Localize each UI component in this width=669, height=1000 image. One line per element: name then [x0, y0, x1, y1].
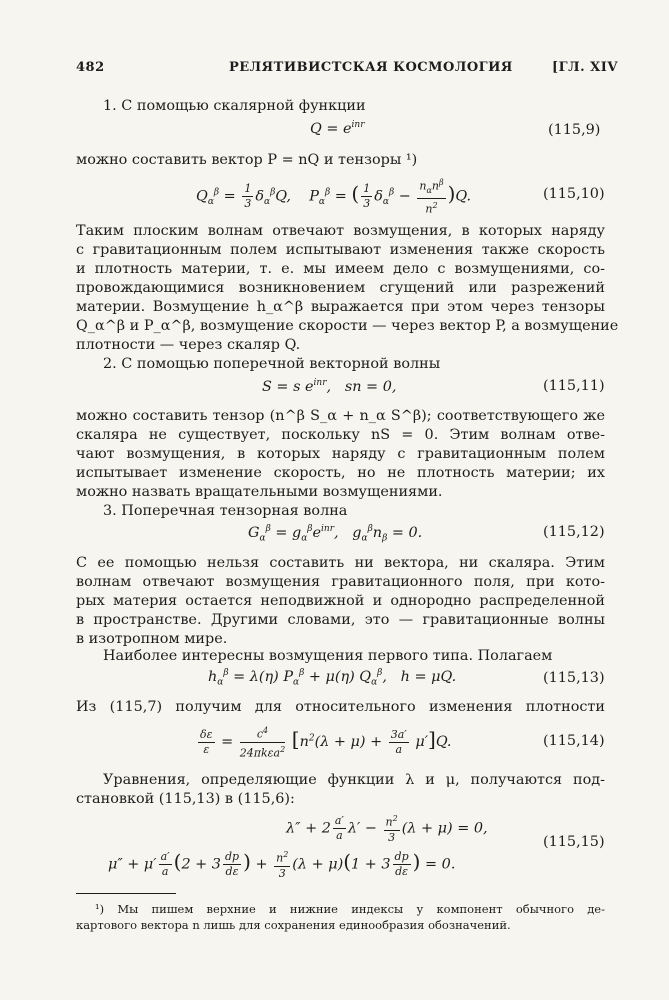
footnote-rule: [76, 893, 176, 894]
eq-115-13-number: (115,13): [543, 670, 605, 686]
eq-115-15-second: μ″ + μ′ $\frac{a'}{a}$ (2 + 3 $\frac{dp}{d\varepsilon}$ ) + $\frac{n^2}{3}$ (λ + μ)(1 + 3 $\frac{dp}{d\varepsilon}$ ) = 0.: [108, 849, 456, 880]
eq-115-15-number: (115,15): [543, 834, 605, 850]
eq-115-14-number: (115,14): [543, 733, 605, 749]
s1-para-line-1: Таким плоским волнам отвечают возмущения, в которых наряду: [76, 223, 605, 239]
eq-115-10-number: (115,10): [543, 186, 605, 202]
eq-115-11-number: (115,11): [543, 378, 605, 394]
eq-115-12: $G_\alpha^\beta = g_\alpha^\beta e^{inr}$, $g_\alpha^\beta n_\beta = 0$.: [248, 524, 423, 544]
eq-115-11: S = s $e^{inr}$, sn = 0,: [262, 378, 397, 395]
eq-115-9-number: (115,9): [548, 122, 601, 138]
s3-para-line-5: в изотропном мире.: [76, 631, 228, 647]
s3-para-line-4: в пространстве. Другими словами, это — гравитационные волны: [76, 612, 605, 628]
s3-intro: 3. Поперечная тензорная волна: [103, 503, 348, 519]
page-number: 482: [76, 60, 105, 75]
footnote-line-2: картового вектора n лишь для сохранения единообразия обозначений.: [76, 918, 511, 932]
eq-115-9: $Q = e^{inr}$: [310, 120, 365, 137]
eq-115-14: $\frac{\delta\varepsilon}{\varepsilon}$ = $\frac{c^4}{24\pi k\varepsilon a^2}$ [$n^2(\lambda + \mu)$ + $\frac{3a'}{a}$ μ′]Q.: [200, 726, 452, 760]
s1-para-line-7: плотности — через скаляр Q.: [76, 337, 301, 353]
s2-para-line-4: испытывает изменение скорость, но не плотность материи; их: [76, 465, 605, 481]
s1-para-line-6: Q_α^β и P_α^β, возмущение скорости — через вектор P, а возмущение: [76, 318, 619, 334]
s1-line2: можно составить вектор P = nQ и тензоры ¹): [76, 152, 418, 168]
s2-para-line-1: можно составить тензор (n^β S_α + n_α S^β); соответствующего же: [76, 408, 605, 424]
s1-para-line-3: и плотность материи, т. е. мы имеем дело с возмущениями, со-: [76, 261, 605, 277]
s3-para-line-3: рых материя остается неподвижной и однородно распределенной: [76, 593, 605, 609]
s1-para-line-5: материи. Возмущение h_α^β выражается при этом через тензоры: [76, 299, 605, 315]
eq-115-10: $Q_\alpha^\beta$ = $\frac{1}{3}$ $\delta_\alpha^\beta Q$, $P_\alpha^\beta$ = ( $\frac{1}{3}$ $\delta_\alpha^\beta$ − $\frac{n_\alpha n^\beta}{n^2}$ )Q.: [196, 178, 472, 216]
s2-para-line-5: можно назвать вращательными возмущениями.: [76, 484, 443, 500]
s2-para-line-3: чают возмущения, в которых наряду с гравитационным полем: [76, 446, 605, 462]
eq-115-13: $h_\alpha^\beta = \lambda(\eta) P_\alpha^\beta + \mu(\eta)$ $Q_\alpha^\beta$, h = μQ.: [208, 668, 457, 688]
s1-para-line-4: провождающимися возникновением сгущений или разрежений: [76, 280, 605, 296]
footnote-line-1: ¹) Мы пишем верхние и нижние индексы у компонент обычного де-: [95, 902, 605, 916]
s4-line1: Наиболее интересны возмущения первого типа. Полагаем: [103, 648, 553, 664]
s4-line2: Из (115,7) получим для относительного изменения плотности: [76, 699, 605, 715]
running-title: РЕЛЯТИВИСТСКАЯ КОСМОЛОГИЯ: [229, 60, 513, 75]
s2-intro: 2. С помощью поперечной векторной волны: [103, 356, 441, 372]
chapter-label: [ГЛ. XIV: [552, 60, 618, 75]
eq-115-15-first: λ″ + 2 $\frac{a'}{a}$ λ′ − $\frac{n^2}{3}$ (λ + μ) = 0,: [286, 813, 488, 844]
s3-para-line-2: волнам отвечают возмущения гравитационного поля, при кото-: [76, 574, 605, 590]
s4-line3: Уравнения, определяющие функции λ и μ, получаются под-: [103, 772, 605, 788]
s4-line4: становкой (115,13) в (115,6):: [76, 791, 295, 807]
eq-115-12-number: (115,12): [543, 524, 605, 540]
s1-intro: 1. С помощью скалярной функции: [103, 98, 366, 114]
s1-para-line-2: с гравитационным полем испытывают изменения также скорость: [76, 242, 605, 258]
s2-para-line-2: скаляра не существует, поскольку nS = 0. Этим волнам отве-: [76, 427, 605, 443]
s3-para-line-1: С ее помощью нельзя составить ни вектора, ни скаляра. Этим: [76, 555, 605, 571]
